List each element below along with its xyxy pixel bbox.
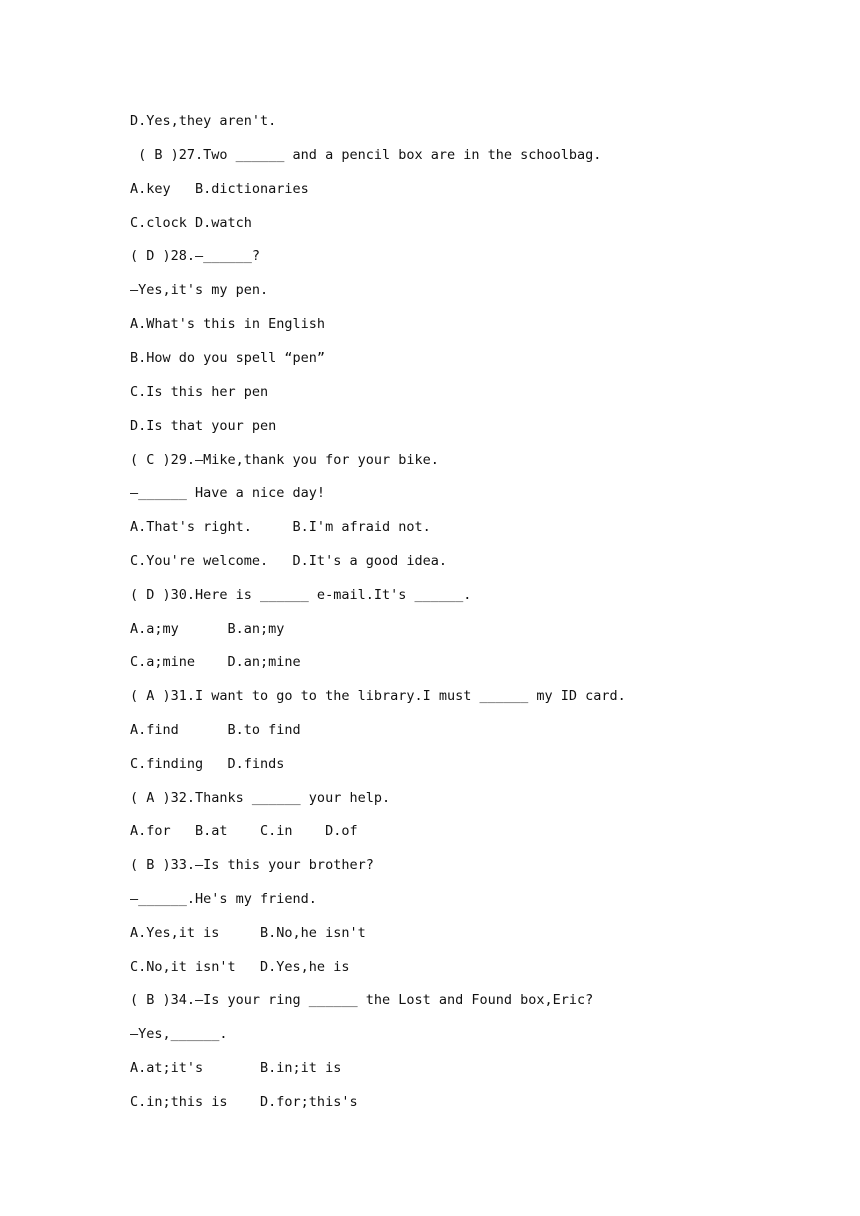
dialogue-line: —______ Have a nice day! [130, 485, 326, 501]
option-line: A.a;my B.an;my [130, 621, 285, 637]
option-line: C.clock D.watch [130, 215, 252, 231]
option-line: C.finding D.finds [130, 756, 285, 772]
question-34: ( B )34.—Is your ring ______ the Lost and Found box,Eric? [130, 992, 594, 1008]
option-line: D.Is that your pen [130, 418, 277, 434]
option-line: C.Is this her pen [130, 384, 269, 400]
option-line: C.in;this is D.for;this's [130, 1094, 358, 1110]
option-line: A.at;it's B.in;it is [130, 1060, 342, 1076]
question-30: ( D )30.Here is ______ e-mail.It's ______. [130, 587, 472, 603]
question-28: ( D )28.—______? [130, 248, 261, 264]
dialogue-line: —Yes,______. [130, 1026, 228, 1042]
option-line: C.You're welcome. D.It's a good idea. [130, 553, 447, 569]
question-29: ( C )29.—Mike,thank you for your bike. [130, 452, 439, 468]
question-33: ( B )33.—Is this your brother? [130, 857, 374, 873]
option-line: C.No,it isn't D.Yes,he is [130, 959, 350, 975]
dialogue-line: —______.He's my friend. [130, 891, 317, 907]
option-line: B.How do you spell “pen” [130, 350, 326, 366]
dialogue-line: —Yes,it's my pen. [130, 282, 269, 298]
option-line: A.for B.at C.in D.of [130, 823, 358, 839]
question-27: ( B )27.Two ______ and a pencil box are in the schoolbag. [130, 147, 602, 163]
option-line: A.That's right. B.I'm afraid not. [130, 519, 431, 535]
option-line: A.What's this in English [130, 316, 326, 332]
question-32: ( A )32.Thanks ______ your help. [130, 790, 391, 806]
option-line: A.key B.dictionaries [130, 181, 309, 197]
option-line: C.a;mine D.an;mine [130, 654, 301, 670]
option-line: A.Yes,it is B.No,he isn't [130, 925, 366, 941]
option-line: A.find B.to find [130, 722, 301, 738]
question-31: ( A )31.I want to go to the library.I must ______ my ID card. [130, 688, 626, 704]
option-line: D.Yes,they aren't. [130, 113, 277, 129]
